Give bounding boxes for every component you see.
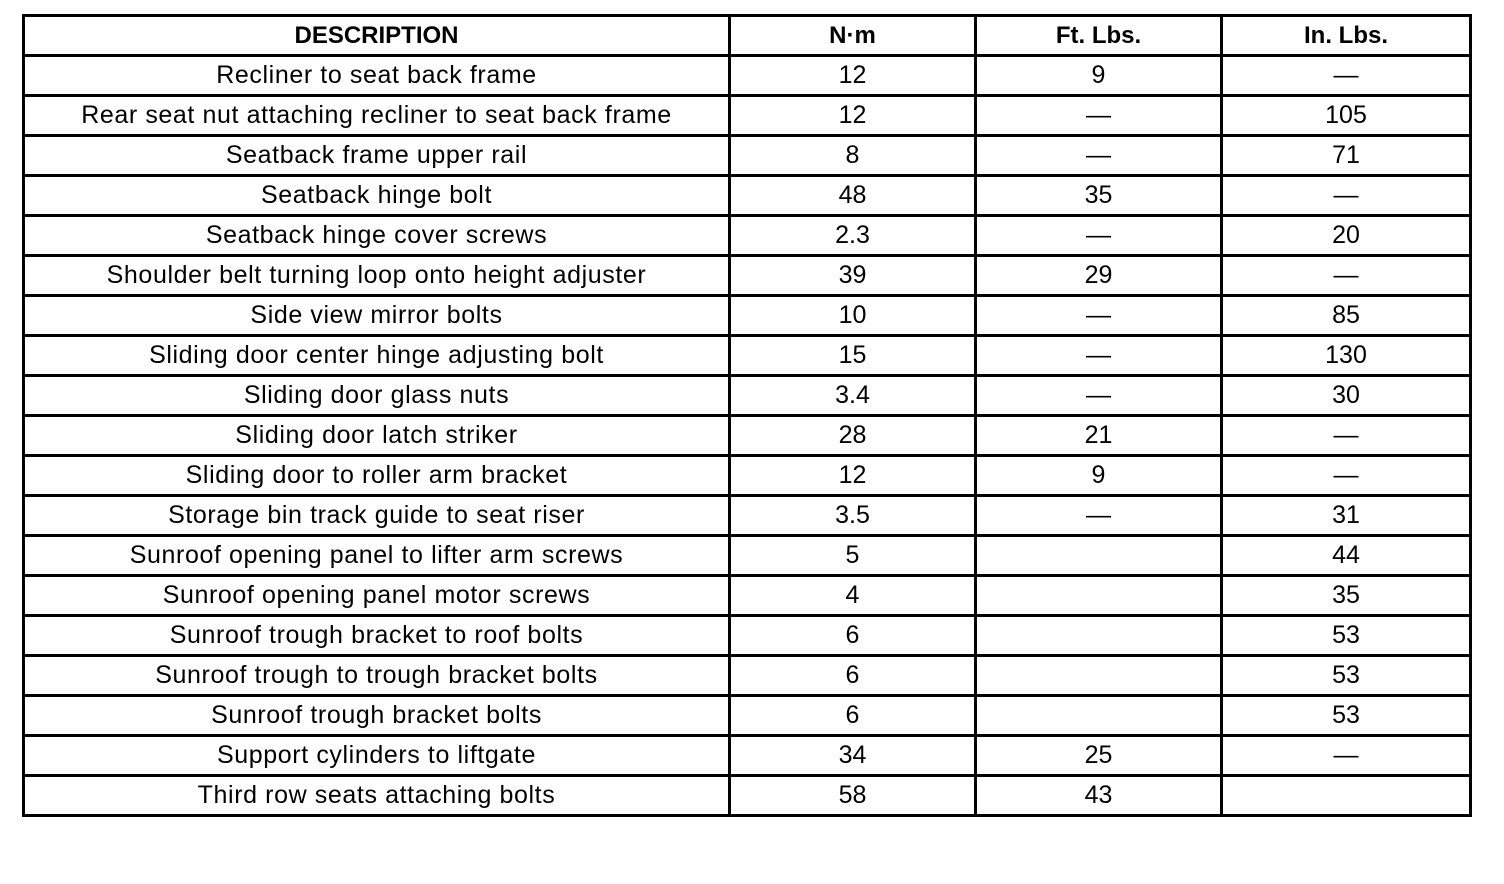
table-row <box>24 376 1471 416</box>
table-header <box>24 16 1471 56</box>
cell-in-lbs: 130 <box>1222 336 1471 376</box>
cell-nm: 12 <box>730 56 976 96</box>
cell-description: Storage bin track guide to seat riser <box>24 496 730 536</box>
cell-ft-lbs <box>976 656 1222 696</box>
cell-description: Sunroof opening panel to lifter arm screws <box>24 536 730 576</box>
cell-in-lbs: 44 <box>1222 536 1471 576</box>
cell-ft-lbs <box>976 576 1222 616</box>
cell-description: Seatback frame upper rail <box>24 136 730 176</box>
cell-description: Sunroof trough bracket bolts <box>24 696 730 736</box>
table-row <box>24 696 1471 736</box>
cell-nm: 4 <box>730 576 976 616</box>
cell-ft-lbs: — <box>976 496 1222 536</box>
cell-nm: 10 <box>730 296 976 336</box>
cell-in-lbs: 30 <box>1222 376 1471 416</box>
cell-description: Sunroof opening panel motor screws <box>24 576 730 616</box>
cell-ft-lbs: — <box>976 216 1222 256</box>
cell-description: Side view mirror bolts <box>24 296 730 336</box>
table-row <box>24 656 1471 696</box>
table-body <box>24 56 1471 816</box>
table-row <box>24 216 1471 256</box>
cell-nm: 2.3 <box>730 216 976 256</box>
cell-nm: 3.5 <box>730 496 976 536</box>
cell-nm: 6 <box>730 616 976 656</box>
table-row <box>24 296 1471 336</box>
cell-nm: 28 <box>730 416 976 456</box>
cell-description: Seatback hinge bolt <box>24 176 730 216</box>
cell-description: Sliding door glass nuts <box>24 376 730 416</box>
cell-description: Sunroof trough to trough bracket bolts <box>24 656 730 696</box>
cell-ft-lbs: 25 <box>976 736 1222 776</box>
header-row <box>24 16 1471 56</box>
cell-nm: 5 <box>730 536 976 576</box>
header-in-lbs: In. Lbs. <box>1222 16 1471 56</box>
cell-in-lbs: 31 <box>1222 496 1471 536</box>
cell-description: Third row seats attaching bolts <box>24 776 730 816</box>
header-ft-lbs: Ft. Lbs. <box>976 16 1222 56</box>
cell-ft-lbs: — <box>976 376 1222 416</box>
cell-ft-lbs: 43 <box>976 776 1222 816</box>
table-row <box>24 776 1471 816</box>
cell-description: Recliner to seat back frame <box>24 56 730 96</box>
cell-nm: 12 <box>730 456 976 496</box>
table-row <box>24 616 1471 656</box>
cell-nm: 34 <box>730 736 976 776</box>
table-row <box>24 56 1471 96</box>
cell-in-lbs: — <box>1222 416 1471 456</box>
header-nm: N·m <box>730 16 976 56</box>
cell-in-lbs: 20 <box>1222 216 1471 256</box>
cell-ft-lbs <box>976 696 1222 736</box>
cell-description: Rear seat nut attaching recliner to seat back frame <box>24 96 730 136</box>
table-row <box>24 176 1471 216</box>
cell-description: Support cylinders to liftgate <box>24 736 730 776</box>
cell-description: Shoulder belt turning loop onto height adjuster <box>24 256 730 296</box>
cell-in-lbs: — <box>1222 56 1471 96</box>
cell-nm: 8 <box>730 136 976 176</box>
cell-in-lbs: — <box>1222 256 1471 296</box>
cell-in-lbs: — <box>1222 176 1471 216</box>
table-row <box>24 576 1471 616</box>
cell-in-lbs: 53 <box>1222 616 1471 656</box>
table-row <box>24 416 1471 456</box>
cell-in-lbs: 53 <box>1222 656 1471 696</box>
cell-nm: 3.4 <box>730 376 976 416</box>
cell-in-lbs: 71 <box>1222 136 1471 176</box>
table-row <box>24 736 1471 776</box>
cell-description: Seatback hinge cover screws <box>24 216 730 256</box>
table-row <box>24 496 1471 536</box>
table-row <box>24 456 1471 496</box>
cell-ft-lbs: — <box>976 96 1222 136</box>
cell-nm: 6 <box>730 656 976 696</box>
cell-ft-lbs: 21 <box>976 416 1222 456</box>
cell-description: Sliding door center hinge adjusting bolt <box>24 336 730 376</box>
cell-ft-lbs: 35 <box>976 176 1222 216</box>
cell-in-lbs: 85 <box>1222 296 1471 336</box>
table-row <box>24 256 1471 296</box>
table-row <box>24 336 1471 376</box>
cell-in-lbs: — <box>1222 456 1471 496</box>
cell-ft-lbs: — <box>976 296 1222 336</box>
torque-spec-table <box>22 14 1472 817</box>
cell-nm: 48 <box>730 176 976 216</box>
cell-ft-lbs: 29 <box>976 256 1222 296</box>
cell-ft-lbs <box>976 616 1222 656</box>
table-row <box>24 96 1471 136</box>
cell-ft-lbs: 9 <box>976 56 1222 96</box>
cell-nm: 6 <box>730 696 976 736</box>
cell-nm: 15 <box>730 336 976 376</box>
cell-ft-lbs: 9 <box>976 456 1222 496</box>
cell-in-lbs: 35 <box>1222 576 1471 616</box>
cell-description: Sliding door latch striker <box>24 416 730 456</box>
cell-description: Sunroof trough bracket to roof bolts <box>24 616 730 656</box>
header-description: DESCRIPTION <box>24 16 730 56</box>
cell-in-lbs: 105 <box>1222 96 1471 136</box>
cell-ft-lbs: — <box>976 136 1222 176</box>
cell-in-lbs: — <box>1222 736 1471 776</box>
table-row <box>24 536 1471 576</box>
cell-nm: 39 <box>730 256 976 296</box>
table-row <box>24 136 1471 176</box>
cell-in-lbs <box>1222 776 1471 816</box>
cell-nm: 12 <box>730 96 976 136</box>
cell-description: Sliding door to roller arm bracket <box>24 456 730 496</box>
cell-ft-lbs: — <box>976 336 1222 376</box>
cell-ft-lbs <box>976 536 1222 576</box>
cell-nm: 58 <box>730 776 976 816</box>
cell-in-lbs: 53 <box>1222 696 1471 736</box>
